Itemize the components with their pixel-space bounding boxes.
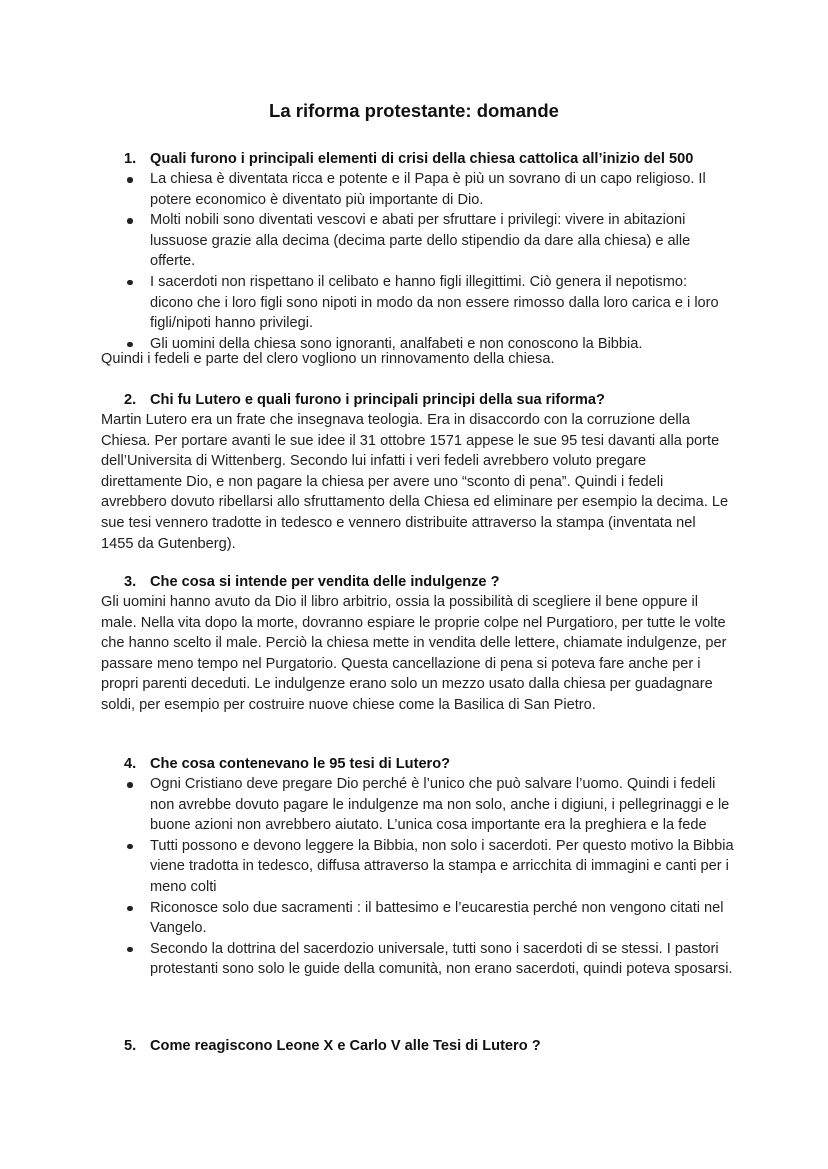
question-number: 5. [124,1038,137,1054]
question-1-heading [124,149,693,170]
question-text: Come reagiscono Leone X e Carlo V alle Tesi di Lutero ? [150,1038,541,1054]
question-number: 1. [124,151,137,167]
document-title: La riforma protestante: domande [269,100,559,121]
question-5-heading [124,1036,541,1057]
question-text: Chi fu Lutero e quali furono i principali principi della sua riforma? [150,392,605,408]
question-number: 2. [124,392,137,408]
question-1-conclusion: Quindi i fedeli e parte del clero vogliono un rinnovamento della chiesa. [101,351,555,367]
list-item: Secondo la dottrina del sacerdozio universale, tutti sono i sacerdoti di se stessi. I pastori protestanti sono solo le guide della comunità, non erano sacerdoti, quindi poteva sposarsi. [124,939,734,980]
question-2-heading [124,390,605,411]
question-4-bullet-list [124,774,734,980]
list-item: Riconosce solo due sacramenti : il battesimo e l’eucarestia perché non vengono citati nel Vangelo. [124,898,734,939]
question-text: Che cosa si intende per vendita delle indulgenze ? [150,574,500,590]
list-item: Ogni Cristiano deve pregare Dio perché è l’unico che può salvare l’uomo. Quindi i fedeli non avrebbe dovuto pagare le indulgenze ma non solo, anche i digiuni, i pellegrinaggi e le buone azioni non avrebbero aiutato. L’unica cosa importante era la preghiera e la fede [124,774,734,836]
list-item: La chiesa è diventata ricca e potente e il Papa è più un sovrano di un capo religioso. Il potere economico è diventato più importante di Dio. [124,169,734,210]
list-item: Molti nobili sono diventati vescovi e abati per sfruttare i privilegi: vivere in abitazioni lussuose grazie alla decima (decima parte dello stipendio da dare alla chiesa) e alle offerte. [124,210,734,272]
question-4-heading [124,754,450,775]
question-text: Quali furono i principali elementi di crisi della chiesa cattolica all’inizio del 500 [150,151,694,167]
question-number: 3. [124,574,137,590]
list-item: Gli uomini della chiesa sono ignoranti, analfabeti e non conoscono la Bibbia. [124,334,734,355]
list-item: I sacerdoti non rispettano il celibato e hanno figli illegittimi. Ciò genera il nepotismo: dicono che i loro figli sono nipoti in modo da non essere rimosso dalla loro carica e i loro figli/nipoti hanno privilegi. [124,272,734,334]
question-number: 4. [124,756,137,772]
list-item: Tutti possono e devono leggere la Bibbia, non solo i sacerdoti. Per questo motivo la Bibbia viene tradotta in tedesco, diffusa attraverso la stampa e arricchita di immagini e canti per i meno colti [124,836,734,898]
question-2-answer: Martin Lutero era un frate che insegnava teologia. Era in disaccordo con la corruzione della Chiesa. Per portare avanti le sue idee il 31 ottobre 1571 appese le sue 95 tesi davanti alla porte dell’Universita di Wittenberg. Secondo lui infatti i veri fedeli avrebbero voluto pregare direttamente Dio, e non pagare la chiesa per avere uno “sconto di pena”. Quindi i fedeli avrebbero dovuto ribellarsi allo sfruttamento della Chiesa ed eliminare per esempio la decima. Le sue tesi vennero tradotte in tedesco e vennero distribuite attraverso la stampa (inventata nel 1455 da Gutenberg). [101,412,729,552]
question-3-heading [124,572,500,593]
question-1-bullet-list [124,169,734,354]
question-text: Che cosa contenevano le 95 tesi di Lutero? [150,756,451,772]
question-3-answer: Gli uomini hanno avuto da Dio il libro arbitrio, ossia la possibilità di scegliere il bene oppure il male. Nella vita dopo la morte, dovranno espiare le proprie colpe nel Purgatioro, per tutte le volte che hanno scelto il male. Perciò la chiesa mette in vendita delle lettere, chiamate indulgenze, per passare meno tempo nel Purgatorio. Questa cancellazione di pena si poteva fare anche per i propri parenti deceduti. Le indulgenze erano solo un mezzo usato dalla chiesa per guadagnare soldi, per esempio per costruire nuove chiese come la Basilica di San Pietro. [101,594,727,713]
